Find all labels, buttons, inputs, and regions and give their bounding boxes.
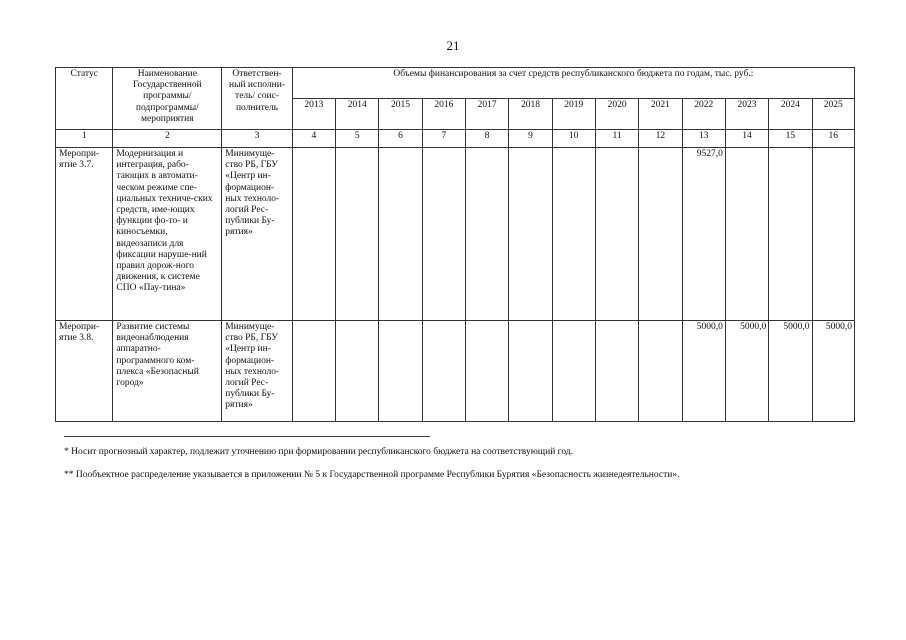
year-header-2015: 2015 <box>379 99 422 130</box>
footnote-separator <box>64 436 430 437</box>
column-number: 12 <box>639 130 682 148</box>
column-number: 15 <box>769 130 812 148</box>
year-header-2023: 2023 <box>725 99 768 130</box>
year-header-2022: 2022 <box>682 99 725 130</box>
funding-cell-2018 <box>509 148 552 321</box>
column-number: 9 <box>509 130 552 148</box>
funding-cell-2016 <box>422 321 465 422</box>
row-status: Меропри-ятие 3.7. <box>56 148 113 321</box>
funding-cell-2018 <box>509 321 552 422</box>
funding-cell-2013 <box>292 148 335 321</box>
column-number: 1 <box>56 130 113 148</box>
year-header-2021: 2021 <box>639 99 682 130</box>
funding-cell-2017 <box>466 321 509 422</box>
funding-cell-2013 <box>292 321 335 422</box>
year-header-2025: 2025 <box>812 99 855 130</box>
column-number: 16 <box>812 130 855 148</box>
budget-table <box>55 67 855 422</box>
table-row <box>56 321 855 422</box>
column-number-row <box>56 130 855 148</box>
funding-cell-2014 <box>336 148 379 321</box>
year-header-2013: 2013 <box>292 99 335 130</box>
page-number: 21 <box>446 38 460 53</box>
row-name: Развитие системы видеонаблюдения аппаратно-программного ком-плекса «Безопасный город» <box>113 321 222 422</box>
header-row <box>56 68 855 99</box>
header-funding: Объемы финансирования за счет средств республиканского бюджета по годам, тыс. руб.: <box>292 68 854 99</box>
funding-cell-2025: 5000,0 <box>812 321 855 422</box>
year-header-2018: 2018 <box>509 99 552 130</box>
funding-cell-2020 <box>595 148 638 321</box>
year-header-2016: 2016 <box>422 99 465 130</box>
funding-cell-2023: 5000,0 <box>725 321 768 422</box>
column-number: 8 <box>466 130 509 148</box>
column-number: 3 <box>222 130 293 148</box>
row-status: Меропри-ятие 3.8. <box>56 321 113 422</box>
year-header-2017: 2017 <box>466 99 509 130</box>
funding-cell-2025 <box>812 148 855 321</box>
funding-cell-2024: 5000,0 <box>769 321 812 422</box>
year-header-2024: 2024 <box>769 99 812 130</box>
column-number: 5 <box>336 130 379 148</box>
funding-cell-2022: 9527,0 <box>682 148 725 321</box>
header-name: Наименование Государственной программы/ подпрограммы/ мероприятия <box>113 68 222 130</box>
year-header-2019: 2019 <box>552 99 595 130</box>
column-number: 14 <box>725 130 768 148</box>
funding-cell-2021 <box>639 321 682 422</box>
funding-cell-2024 <box>769 148 812 321</box>
column-number: 6 <box>379 130 422 148</box>
column-number: 4 <box>292 130 335 148</box>
funding-cell-2023 <box>725 148 768 321</box>
column-number: 10 <box>552 130 595 148</box>
row-name: Модернизация и интеграция, рабо-тающих в автомати-ческом режиме спе-циальных техниче-ских средств, име-ющих функции фо-то- и киносъемки, видеозаписи для фиксации наруше-ний правил дорож-ного движения, к системе СПО «Пау-тина» <box>113 148 222 321</box>
column-number: 13 <box>682 130 725 148</box>
funding-cell-2019 <box>552 148 595 321</box>
funding-cell-2015 <box>379 148 422 321</box>
funding-cell-2020 <box>595 321 638 422</box>
funding-cell-2015 <box>379 321 422 422</box>
funding-cell-2017 <box>466 148 509 321</box>
footnote-2: ** Пообъектное распределение указывается в приложении № 5 к Государственной программе Республики Бурятия «Безопасность жизнедеятельности». <box>64 470 680 480</box>
column-number: 11 <box>595 130 638 148</box>
year-header-2014: 2014 <box>336 99 379 130</box>
funding-cell-2019 <box>552 321 595 422</box>
header-status: Статус <box>56 68 113 130</box>
footnote-1: * Носит прогнозный характер, подлежит уточнению при формировании республиканского бюджета на соответствующий год. <box>64 447 574 457</box>
column-number: 7 <box>422 130 465 148</box>
table-row <box>56 148 855 321</box>
funding-cell-2021 <box>639 148 682 321</box>
funding-cell-2014 <box>336 321 379 422</box>
funding-cell-2022: 5000,0 <box>682 321 725 422</box>
column-number: 2 <box>113 130 222 148</box>
row-responsible: Минимуще-ство РБ, ГБУ «Центр ин-формацион-ных техноло-логий Рес-публики Бу-рятия» <box>222 148 293 321</box>
row-responsible: Минимуще-ство РБ, ГБУ «Центр ин-формацион-ных техноло-логий Рес-публики Бу-рятия» <box>222 321 293 422</box>
funding-cell-2016 <box>422 148 465 321</box>
header-responsible: Ответствен-ный исполни-тель/ соис-полнитель <box>222 68 293 130</box>
year-header-2020: 2020 <box>595 99 638 130</box>
